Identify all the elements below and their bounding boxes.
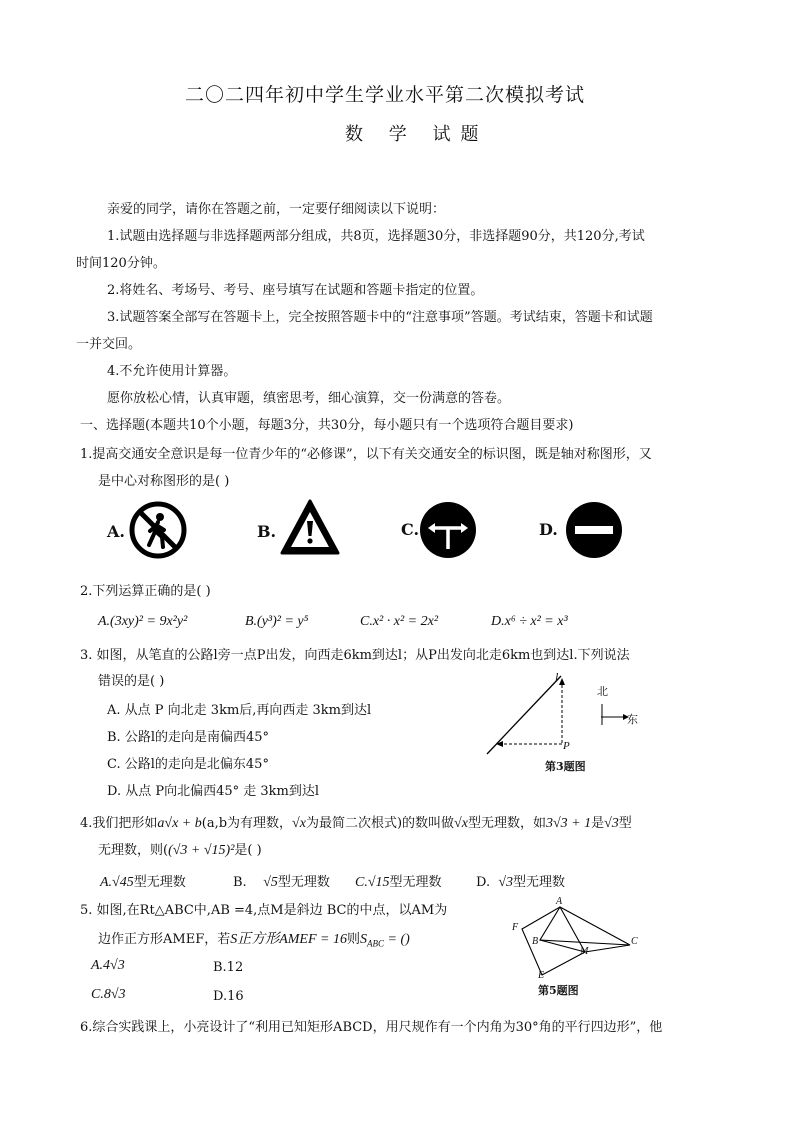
q5-figure-a-label: A <box>556 896 563 907</box>
q3-figure-caption: 第3题图 <box>545 760 586 773</box>
q1-option-b-label: B. <box>257 522 277 541</box>
section-heading: 一、选择题(本题共10个小题，每题3分，共30分，每小题只有一个选项符合题目要求) <box>80 418 574 433</box>
warning-triangle-icon <box>279 497 341 557</box>
intro-item-2: 2.将姓名、考场号、考号、座号填写在试题和答题卡指定的位置。 <box>107 283 484 298</box>
intro-item-3-cont: 一并交回。 <box>76 337 142 352</box>
intro-item-4: 4.不允许使用计算器。 <box>107 364 237 379</box>
q2-option-c: C.x² · x² = 2x² <box>360 614 439 629</box>
q4-stem-cont: 无理数，则((√3 + √15)²是( ) <box>98 843 262 858</box>
q3-stem-cont: 错误的是( ) <box>98 674 165 689</box>
q2-option-d: D.x⁶ ÷ x² = x³ <box>491 614 568 629</box>
q4-option-c: C.√15型无理数 <box>355 875 442 890</box>
q5-stem: 5. 如图,在Rt△ABC中,AB =4,点M是斜边 BC的中点，以AM为 <box>80 903 448 918</box>
q5-option-d: D.16 <box>213 989 244 1004</box>
no-entry-sign-icon <box>565 501 623 559</box>
q2-stem: 2.下列运算正确的是( ) <box>80 584 211 599</box>
q1-option-c-label: C. <box>401 520 420 539</box>
q3-option-c: C. 公路l的走向是北偏东45° <box>107 757 269 772</box>
q3-option-a: A. 从点 P 向北走 3km后,再向西走 3km到达l <box>107 703 372 718</box>
q5-option-c: C.8√3 <box>91 987 126 1002</box>
q5-option-a: A.4√3 <box>91 958 125 973</box>
q1-stem-cont: 是中心对称图形的是( ) <box>98 474 230 489</box>
q3-option-b: B. 公路l的走向是南偏西45° <box>107 730 270 745</box>
q1-option-d-label: D. <box>539 520 558 539</box>
q4-option-a: A.√45型无理数 <box>100 875 186 890</box>
q4-stem: 4.我们把形如a√x + b(a,b为有理数，√x为最简二次根式)的数叫做√x型无理数，如3√3 + 1是√3型 <box>80 816 632 831</box>
q5-stem-cont: 边作正方形AMEF，若S正方形AMEF = 16则$S_{ABC}$ = () <box>98 932 410 949</box>
turn-left-right-sign-icon <box>419 501 477 559</box>
intro-item-1-cont: 时间120分钟。 <box>76 256 166 271</box>
q3-figure-north-label: 北 <box>597 685 608 698</box>
q3-figure-east-label: 东 <box>627 713 638 726</box>
q3-option-d: D. 从点 P向北偏西45° 走 3km到达l <box>107 784 320 799</box>
q5-figure-c-label: C <box>631 936 638 947</box>
q4-option-d: D. √3型无理数 <box>476 875 566 890</box>
intro-item-3: 3.试题答案全部写在答题卡上，完全按照答题卡中的“注意事项”答题。考试结束，答题卡和试题 <box>107 310 653 325</box>
q5-figure-f-label: F <box>512 922 519 933</box>
intro-item-1: 1.试题由选择题与非选择题两部分组成，共8页，选择题30分，非选择题90分，共120分,考试 <box>107 229 645 244</box>
q3-stem: 3. 如图，从笔直的公路l旁一点P出发，向西走6km到达l；从P出发向北走6km也到达l.下列说法 <box>80 648 630 663</box>
no-pedestrian-sign-icon <box>129 501 187 559</box>
intro-closing: 愿你放松心情，认真审题，缜密思考，细心演算，交一份满意的答卷。 <box>107 391 511 406</box>
q3-figure-p-label: P <box>563 740 570 752</box>
q5-figure-e-label: E <box>538 970 545 981</box>
intro-greeting: 亲爱的同学，请你在答题之前，一定要仔细阅读以下说明： <box>107 202 446 217</box>
exam-subtitle: 数 学 试题 <box>345 124 489 145</box>
q1-option-a-label: A. <box>107 522 125 541</box>
q5-figure-caption: 第5题图 <box>538 984 579 997</box>
q1-stem: 1.提高交通安全意识是每一位青少年的“必修课”，以下有关交通安全的标识图，既是轴对称图形，又 <box>80 447 652 462</box>
q2-option-b: B.(y³)² = y⁵ <box>245 614 309 629</box>
q5-figure-b-label: B <box>532 936 539 947</box>
q2-option-a: A.(3xy)² = 9x²y² <box>98 614 188 629</box>
q5-figure-m-label: M <box>580 946 589 957</box>
q4-option-b: B. √5型无理数 <box>233 875 330 890</box>
q5-option-b: B.12 <box>213 960 244 975</box>
q5-figure <box>510 895 640 985</box>
exam-title: 二〇二四年初中学生学业水平第二次模拟考试 <box>185 84 586 106</box>
q3-figure-l-label: l <box>555 670 559 684</box>
q6-stem: 6.综合实践课上，小亮设计了“利用已知矩形ABCD，用尺规作有一个内角为30°角的平行四边形”，他 <box>80 1020 663 1035</box>
